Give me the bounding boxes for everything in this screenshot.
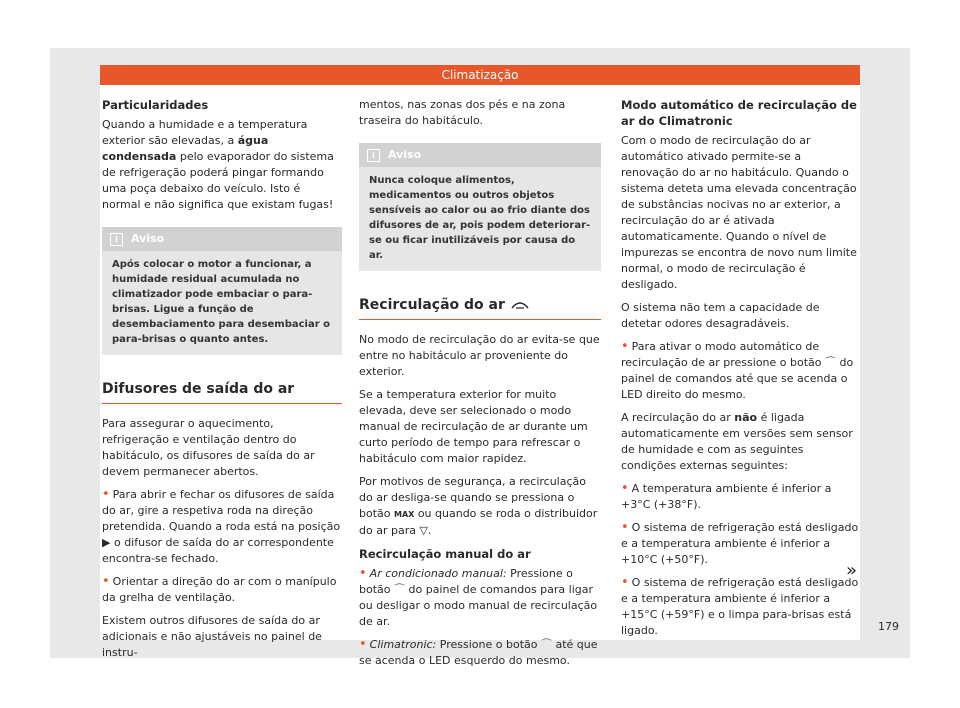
paragraph: No modo de recirculação do ar evita-se que entre no habitáculo ar proveniente do exterior. — [359, 333, 600, 378]
bullet-icon: • — [359, 566, 367, 581]
recirculation-auto-icon: ⌒ — [825, 356, 837, 369]
subheading-manual: Recirculação manual do ar — [359, 547, 531, 561]
column-1 — [102, 97, 342, 668]
bullet-item: • Para abrir e fechar os difusores de saída do ar, gire a respetiva roda na direção pretendida. Quando a roda está na posição ▶ o difusor de saída do ar correspondente encontra-se fechado. — [102, 487, 341, 565]
section-title-recirculacao: Recirculação do ar — [359, 297, 601, 320]
defrost-icon: ▽ — [419, 524, 428, 537]
paragraph: A recirculação do ar não é ligada automaticamente em versões sem sensor de humidade e com as seguintes condições externas seguintes: — [621, 411, 853, 472]
max-defrost-icon: MAX — [394, 510, 415, 519]
bullet-icon: • — [621, 520, 629, 535]
paragraph: Quando a humidade e a temperatura exterior são elevadas, a água condensada pelo evaporador do sistema de refrigeração poderá pingar formando uma poça debaixo do veículo. Isto é normal e não significa que existam fugas! — [102, 118, 334, 211]
bullet-icon: • — [102, 487, 110, 502]
notice-text: Nunca coloque alimentos, medicamentos ou outros objetos sensíveis ao calor ou ao frio diante dos difusores de ar, pois podem deteriorar-se ou ficar inutilizáveis por causa do ar. — [369, 175, 591, 261]
notice-label: Aviso — [388, 148, 422, 161]
column-3 — [621, 97, 861, 646]
recirculation-icon: ⌒ — [394, 583, 405, 596]
paragraph: O sistema não tem a capacidade de detetar odores desagradáveis. — [621, 301, 820, 330]
paragraph: Se a temperatura exterior for muito elevada, deve ser selecionado o modo manual de recirculação de ar durante um curto período de tempo para refrescar o habitáculo com maior rapidez. — [359, 388, 588, 465]
paragraph: Com o modo de recirculação do ar automático ativado permite-se a renovação do ar no habitáculo. Quando o sistema deteta uma elevada concentração de substâncias nocivas no ar exterior, a recirculação do ar é ativada automaticamente. Quando o nível de impurezas se encontra de novo num limite normal, o modo de recirculação é desligado. — [621, 134, 857, 291]
bullet-item: • Orientar a direção do ar com o manípulo da grelha de ventilação. — [102, 574, 337, 604]
notice-text: Após colocar o motor a funcionar, a humidade residual acumulada no climatizador pode embaciar o para-brisas. Ligue a função de desembaciamento para desembaciar o para-brisas o quanto antes. — [112, 259, 331, 345]
recirculation-icon: ⌒ — [540, 638, 552, 651]
chapter-header: Climatização — [100, 65, 860, 85]
info-icon: i — [367, 149, 380, 162]
paragraph: Existem outros difusores de saída do ar adicionais e não ajustáveis no painel de instru- — [102, 614, 322, 659]
bullet-item: • Para ativar o modo automático de recirculação de ar pressione o botão ⌒ do painel de comandos até que se acenda o LED direito do mesmo. — [621, 339, 854, 401]
bullet-item: • Ar condicionado manual: Pressione o botão ⌒ do painel de comandos para ligar ou desligar o modo manual de recirculação de ar. — [359, 566, 598, 628]
recirculation-icon — [510, 300, 530, 310]
arrow-right-icon: ▶ — [102, 536, 111, 549]
notice-box — [102, 227, 342, 355]
bullet-item: • Climatronic: Pressione o botão ⌒ até que se acenda o LED esquerdo do mesmo. — [359, 637, 598, 667]
continue-mark: » — [846, 560, 858, 581]
bullet-item: • O sistema de refrigeração está desligado e a temperatura ambiente é inferior a +15°C (+59°F) e o limpa para-brisas está ligado. — [621, 575, 859, 637]
subheading-particularidades: Particularidades — [102, 98, 209, 112]
bullet-icon: • — [359, 637, 367, 652]
page-number: 179 — [878, 620, 899, 633]
notice-box — [359, 143, 601, 271]
notice-label: Aviso — [131, 232, 165, 245]
bullet-icon: • — [621, 481, 629, 496]
column-2 — [359, 97, 601, 676]
paragraph: Por motivos de segurança, a recirculação do ar desliga-se quando se pressiona o botão MAX ou quando se roda o distribuidor do ar para ▽. — [359, 475, 598, 537]
bullet-icon: • — [621, 339, 629, 354]
subheading-auto: Modo automático de recirculação de ar do Climatronic — [621, 98, 857, 128]
bullet-item: • A temperatura ambiente é inferior a +3°C (+38°F). — [621, 481, 832, 511]
info-icon: i — [110, 233, 123, 246]
paragraph: Para assegurar o aquecimento, refrigeração e ventilação dentro do habitáculo, os difusores de saída do ar devem permanecer abertos. — [102, 417, 315, 478]
paragraph: mentos, nas zonas dos pés e na zona traseira do habitáculo. — [359, 98, 566, 127]
section-title-difusores: Difusores de saída do ar — [102, 381, 342, 404]
bullet-icon: • — [621, 575, 629, 590]
bullet-item: • O sistema de refrigeração está desligado e a temperatura ambiente é inferior a +10°C (+50°F). — [621, 520, 859, 566]
bullet-icon: • — [102, 574, 110, 589]
